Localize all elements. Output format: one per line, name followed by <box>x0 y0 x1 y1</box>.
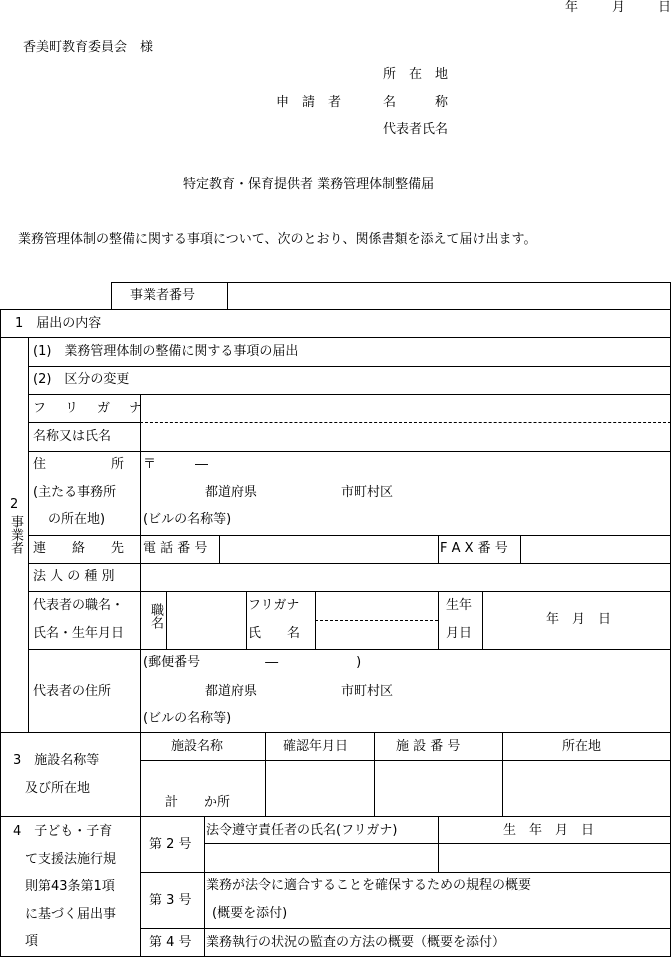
compliance-officer-birth-field[interactable] <box>440 845 668 870</box>
location-field[interactable] <box>504 762 668 814</box>
company-name-field[interactable] <box>142 424 668 448</box>
fax-label: F A X 番 号 <box>440 541 508 556</box>
section4-line3: 則第43条第1項 <box>25 879 115 894</box>
contact-label: 連 絡 先 <box>33 541 125 556</box>
address-line3: の所在地) <box>48 512 106 527</box>
no2-text: 法令遵守責任者の氏名(フリガナ) <box>206 823 398 838</box>
prefecture-label: 都道府県 <box>205 485 258 500</box>
rep-postal[interactable]: (郵便番号 ― ) <box>143 655 362 670</box>
rep-info-line1: 代表者の職名・ <box>33 598 125 613</box>
addressee: 香美町教育委員会 様 <box>23 40 154 55</box>
no2-birth-date: 生 年 月 日 <box>503 823 595 838</box>
rep-info-line2: 氏名・生年月日 <box>33 626 125 641</box>
form-title: 特定教育・保育提供者 業務管理体制整備届 <box>183 177 435 192</box>
facility-number-header: 施 設 番 号 <box>396 739 461 754</box>
location-header: 所在地 <box>562 739 602 754</box>
confirm-date-header: 確認年月日 <box>283 739 349 754</box>
section3-line2: 及び所在地 <box>25 781 91 796</box>
rep-city-label: 市町村区 <box>341 684 394 699</box>
name-label: 名 称 <box>383 95 449 110</box>
rep-building-label: (ビルの名称等) <box>143 711 232 726</box>
section4-line5: 項 <box>25 934 39 949</box>
rep-address-label: 代表者の住所 <box>33 684 112 699</box>
day-label: 日 <box>658 0 672 15</box>
birth-label-line1: 生年 <box>446 598 473 613</box>
month-label: 月 <box>612 0 626 15</box>
rep-prefecture-label: 都道府県 <box>205 684 258 699</box>
year-label: 年 <box>565 0 579 15</box>
birth-date-field[interactable]: 年 月 日 <box>546 612 612 627</box>
section4-line2: て支援法施行規 <box>25 852 117 867</box>
business-number-label: 事業者番号 <box>130 288 196 303</box>
no4-label: 第 4 号 <box>149 935 192 950</box>
postal-code[interactable]: 〒 ― <box>143 457 209 472</box>
no2-label: 第 2 号 <box>149 837 192 852</box>
fax-field[interactable] <box>522 537 668 561</box>
confirm-date-field[interactable] <box>267 762 372 814</box>
facility-total[interactable]: 計 か所 <box>165 795 231 810</box>
position-field[interactable] <box>168 593 244 647</box>
no3-label: 第 3 号 <box>149 893 192 908</box>
city-label: 市町村区 <box>341 485 394 500</box>
no4-text: 業務執行の状況の監査の方法の概要（概要を添付） <box>206 935 506 950</box>
address-line1: 住 所 <box>33 457 125 472</box>
section2-label: 事業者 <box>8 515 23 554</box>
address-label: 所 在 地 <box>383 67 449 82</box>
section1-item2[interactable]: (2) 区分の変更 <box>33 372 130 387</box>
rep-name-label: 氏 名 <box>248 626 301 641</box>
section4-line1: 4 子ども・子育 <box>13 824 113 839</box>
section4-line4: に基づく届出事 <box>25 907 117 922</box>
representative-label: 代表者氏名 <box>383 122 449 137</box>
facility-number-field[interactable] <box>376 762 500 814</box>
intro-text: 業務管理体制の整備に関する事項について、次のとおり、関係書類を添えて届け出ます。 <box>18 232 537 247</box>
section2-number: 2 <box>10 497 19 512</box>
position-label: 職名 <box>148 603 163 629</box>
section3-line1: 3 施設名称等 <box>13 753 100 768</box>
company-name-label: 名称又は氏名 <box>33 429 112 444</box>
address-line2: (主たる事務所 <box>33 485 117 500</box>
furigana-label: フ リ ガ ナ <box>33 401 146 416</box>
furigana-field[interactable] <box>142 396 668 420</box>
no3-text: 業務が法令に適合することを確保するための規程の概要 <box>206 878 532 893</box>
corp-type-field[interactable] <box>142 565 668 589</box>
building-label: (ビルの名称等) <box>143 512 232 527</box>
phone-label: 電 話 番 号 <box>143 541 208 556</box>
facility-name-header: 施設名称 <box>171 739 224 754</box>
business-number-field[interactable] <box>229 284 668 308</box>
rep-furigana-label: フリガナ <box>248 598 300 613</box>
section1-heading: 1 届出の内容 <box>15 316 102 331</box>
birth-label-line2: 月日 <box>446 626 473 641</box>
rep-name-field[interactable] <box>317 593 436 647</box>
section1-item1[interactable]: (1) 業務管理体制の整備に関する事項の届出 <box>33 344 299 359</box>
no3-sub: (概要を添付) <box>212 906 288 921</box>
applicant-label: 申 請 者 <box>276 95 342 110</box>
compliance-officer-field[interactable] <box>206 845 436 870</box>
phone-field[interactable] <box>221 537 436 561</box>
corp-type-label: 法 人 の 種 別 <box>33 569 115 584</box>
